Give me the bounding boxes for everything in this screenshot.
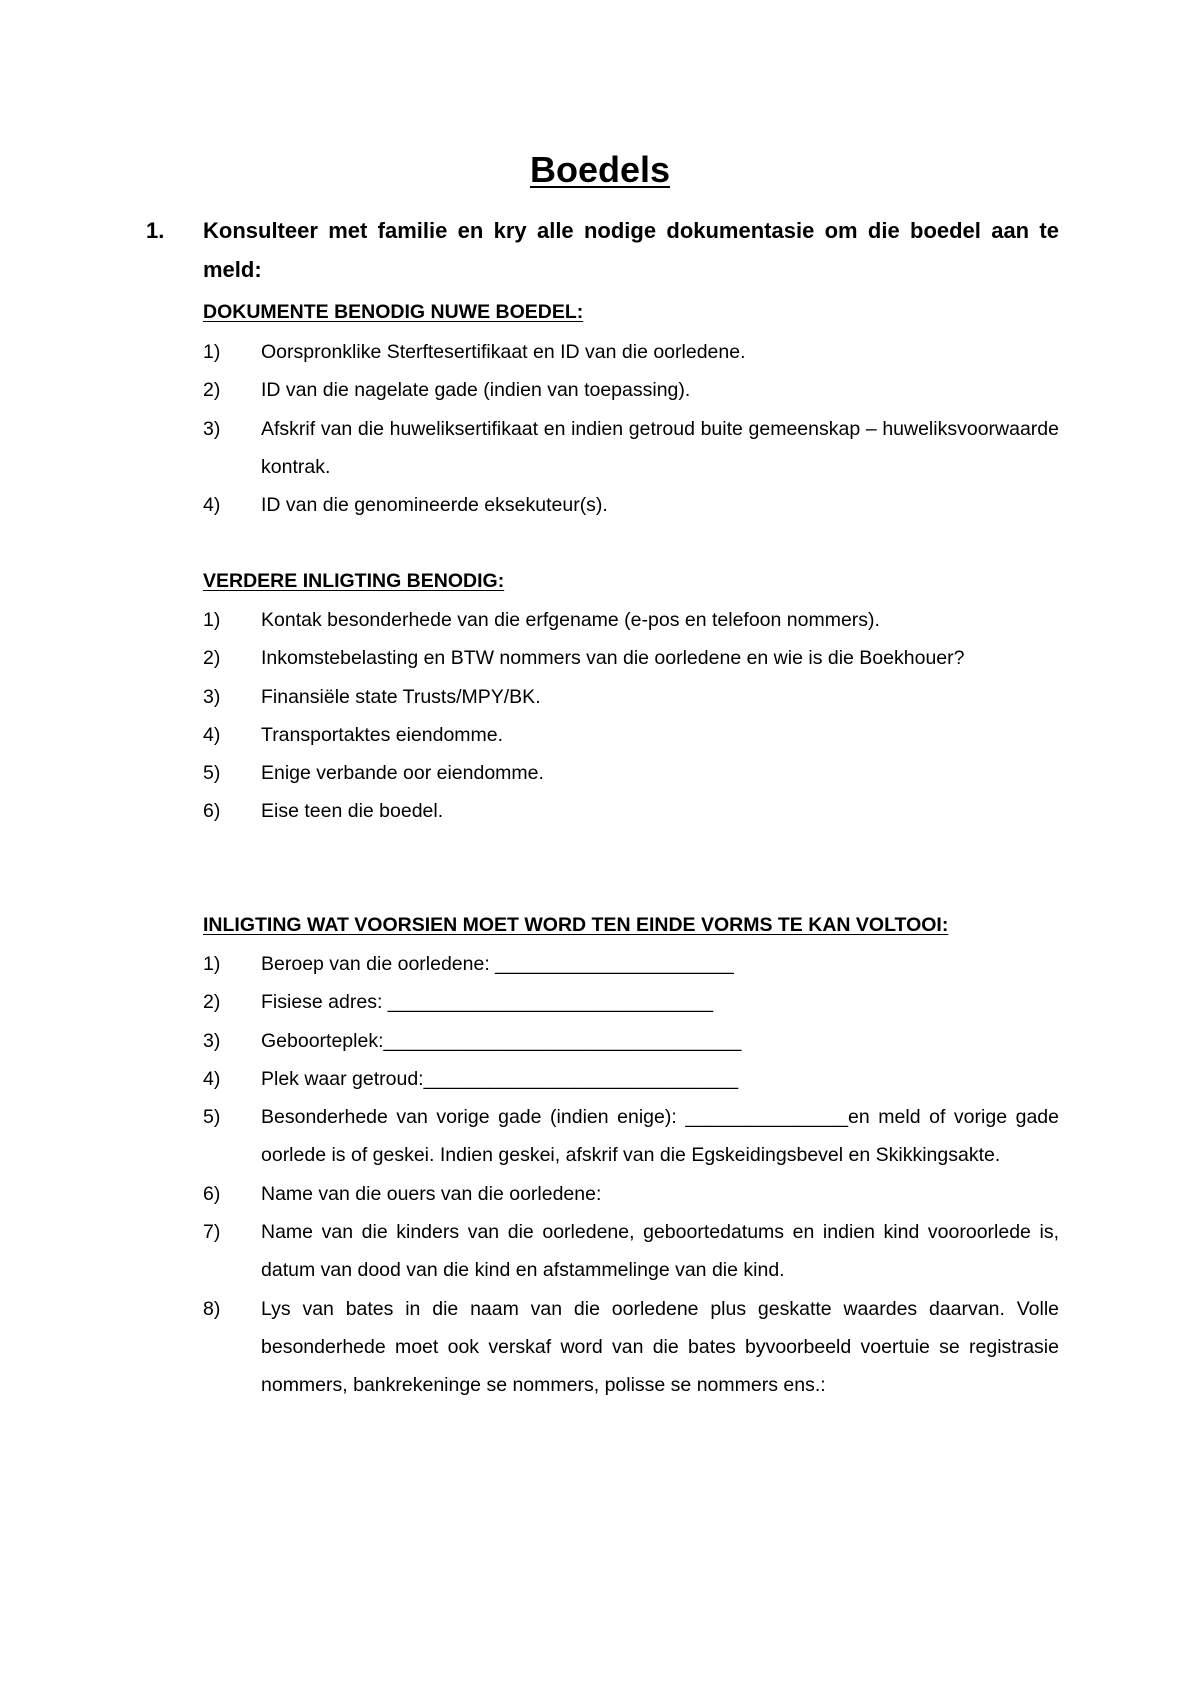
list-item [203, 333, 1059, 371]
list-item-number: 4) [203, 494, 221, 517]
list-item-text: Enige verbande oor eiendomme. [261, 762, 544, 785]
list-item-number: 4) [203, 1067, 221, 1090]
list-item-text: Plek waar getroud:_____________________________ [261, 1067, 739, 1090]
list-item [203, 1213, 1059, 1290]
list-item-text: Fisiese adres: ______________________________ [261, 991, 714, 1014]
list-item [203, 678, 1059, 716]
list-item-number: 4) [203, 723, 221, 746]
further-info-heading: VERDERE INLIGTING BENODIG: [203, 570, 505, 592]
list-item [203, 486, 1059, 524]
list-item-number: 6) [203, 1182, 221, 1205]
list-item-number: 8) [203, 1297, 221, 1320]
list-item-number: 1) [203, 953, 221, 975]
list-item-text: Beroep van die oorledene: ______________________ [261, 953, 734, 975]
list-item-number: 3) [203, 417, 221, 440]
list-item-number: 2) [203, 991, 221, 1014]
list-item-text: Eise teen die boedel. [261, 800, 444, 823]
list-item-text: Geboorteplek:_________________________________ [261, 1029, 742, 1052]
list-item-text: Lys van bates in die naam van die oorledene plus geskatte waardes daarvan. Volle besonderhede moet ook verskaf word van die bates byvoorbeeld voertuie se registrasie nommers, bankrekeninge se nommers, polisse se nommers ens.: [261, 1297, 1059, 1397]
list-item [203, 639, 1059, 677]
list-item-number: 2) [203, 647, 221, 670]
list-item [203, 945, 1059, 983]
list-item-number: 3) [203, 1029, 221, 1052]
list-item-text: ID van die genomineerde eksekuteur(s). [261, 494, 608, 517]
list-item-number: 2) [203, 379, 221, 402]
list-item-number: 5) [203, 1106, 221, 1129]
list-item-text: Oorspronklike Sterftesertifikaat en ID van die oorledene. [261, 341, 746, 363]
list-item-text: Besonderhede van vorige gade (indien enige): _______________en meld of vorige gade oorlede is of geskei. Indien geskei, afskrif van die Egskeidingsbevel en Skikkingsakte. [261, 1106, 1059, 1167]
form-info-heading: INLIGTING WAT VOORSIEN MOET WORD TEN EINDE VORMS TE KAN VOLTOOI: [203, 914, 949, 936]
documents-list [203, 333, 1059, 524]
form-info-list [203, 945, 1059, 1405]
list-item-number: 1) [203, 609, 221, 631]
list-item-text: Name van die ouers van die oorledene: [261, 1182, 602, 1205]
list-item-number: 1) [203, 341, 221, 363]
document-title-text: Boedels [529, 149, 671, 190]
list-item-text: Transportaktes eiendomme. [261, 723, 504, 746]
list-item-text: Name van die kinders van die oorledene, geboortedatums en indien kind vooroorlede is, datum van dood van die kind en afstammelinge van die kind. [261, 1221, 1059, 1282]
list-item-text: Inkomstebelasting en BTW nommers van die oorledene en wie is die Boekhouer? [261, 647, 965, 670]
list-item [203, 601, 1059, 639]
list-item [203, 1060, 1059, 1098]
list-item-text: Finansiële state Trusts/MPY/BK. [261, 685, 541, 708]
list-item-number: 7) [203, 1221, 221, 1244]
list-item [203, 983, 1059, 1021]
section-heading: Konsulteer met familie en kry alle nodige dokumentasie om die boedel aan te meld: [203, 218, 1059, 282]
list-item [203, 1175, 1059, 1213]
list-item [203, 1098, 1059, 1175]
list-item [203, 371, 1059, 409]
list-item-text: ID van die nagelate gade (indien van toepassing). [261, 379, 691, 402]
list-item [203, 1290, 1059, 1405]
list-item-text: Kontak besonderhede van die erfgename (e-pos en telefoon nommers). [261, 609, 880, 631]
list-item-number: 5) [203, 762, 221, 785]
list-item [203, 716, 1059, 754]
list-item-number: 6) [203, 800, 221, 823]
list-item [203, 410, 1059, 487]
list-item [203, 792, 1059, 830]
document-title [0, 146, 1200, 194]
documents-heading: DOKUMENTE BENODIG NUWE BOEDEL: [203, 301, 584, 323]
list-item [203, 754, 1059, 792]
further-info-list [203, 601, 1059, 831]
list-item-number: 3) [203, 685, 221, 708]
list-item-text: Afskrif van die huweliksertifikaat en indien getroud buite gemeenskap – huweliksvoorwaarde kontrak. [261, 417, 1059, 478]
section-number: 1. [146, 218, 165, 243]
list-item [203, 1022, 1059, 1060]
